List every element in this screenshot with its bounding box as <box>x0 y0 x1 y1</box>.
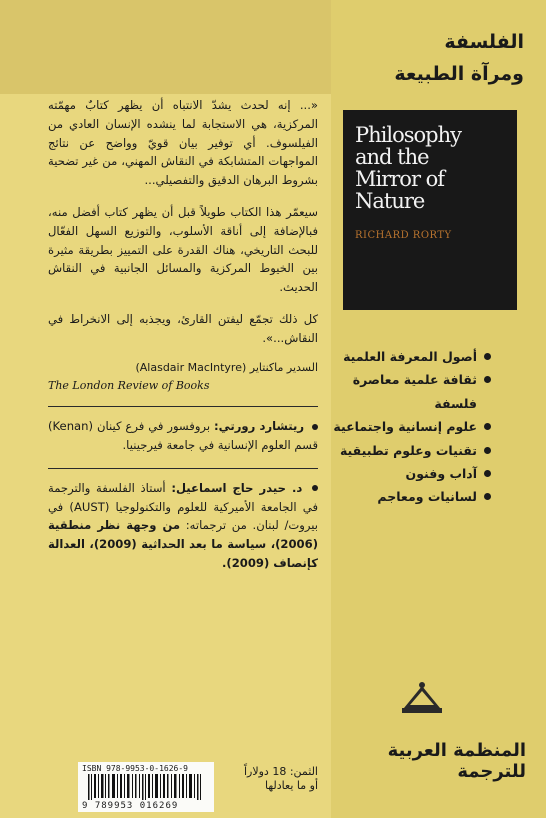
bullet-icon <box>484 353 491 360</box>
subject-item: تقنيات وعلوم تطبيقية <box>321 439 491 462</box>
subject-item: فلسفة <box>434 395 477 411</box>
bullet-icon <box>312 424 318 430</box>
subject-list <box>321 345 491 509</box>
cover-title-line: Nature <box>355 189 425 213</box>
back-cover-text <box>48 96 318 586</box>
subject-item: لسانيات ومعاجم <box>321 485 491 508</box>
cover-title-line: Philosophy <box>355 123 461 147</box>
isbn-text: ISBN 978-9953-0-1626-9 <box>82 764 188 773</box>
cover-author: RICHARD RORTY <box>355 230 452 241</box>
translator-works: من وجهة نظر منطقية (2006)، سياسة ما بعد الحداثية (2009)، العدالة كإنصاف (2009). <box>48 518 318 570</box>
bullet-icon <box>484 470 491 477</box>
bullet-icon <box>484 423 491 430</box>
translator-bio-text: أستاذ الفلسفة والترجمة في الجامعة الأميركية للعلوم والتكنولوجيا (AUST) في بيروت/ لبنان. من ترجماته: <box>48 480 318 533</box>
barcode-digits: 9 789953 016269 <box>82 801 179 811</box>
bullet-icon <box>484 493 491 500</box>
author-bio-text: بروفسور في فرع كينان (Kenan) قسم العلوم الإنسانية في جامعة فيرجينيا. <box>48 419 318 452</box>
bullet-icon <box>484 447 491 454</box>
bullet-icon <box>312 485 318 491</box>
publisher-logo-icon <box>400 678 444 716</box>
blurb-paragraph: «... إنه لحدث يشدّ الانتباه أن يظهر كتابٌ مهمّته المركزية، هي الاستجابة لما ينشده الإنسان العادي من الفيلسوف. أي توفير بيان قويّ وواضح عن نتائج المواجهات المتشابكة في النقاش المهني، من غير تضحية بشروط البرهان الدقيق والتفصيلي... <box>48 98 318 188</box>
publisher-name: المنظمة العربية للترجمة <box>387 740 526 782</box>
translator-bio <box>48 479 318 573</box>
cover-thumbnail <box>343 110 517 310</box>
bullet-icon <box>484 376 491 383</box>
divider <box>48 468 318 469</box>
cover-title-line: Mirror of <box>355 167 445 191</box>
price <box>213 765 318 793</box>
book-title-line1: الفلسفة <box>444 31 524 53</box>
quote-source: السدير ماكنتاير (Alasdair MacIntyre) <box>135 360 318 374</box>
author-bio <box>48 417 318 455</box>
author-name: ريتشارد رورتي: <box>213 419 305 434</box>
barcode-bars-icon <box>88 774 204 800</box>
subject-item: آداب وفنون <box>321 462 491 485</box>
translator-name: د. حيدر حاج اسماعيل: <box>171 480 303 495</box>
quote-journal: The London Review of Books <box>48 379 210 393</box>
blurb-paragraph: سيعمّر هذا الكتاب طويلاً قبل أن يظهر كتاب أفضل منه، فبالإضافة إلى أناقة الأسلوب، والتوزيع السهل الفعّال للبحث التاريخي، هناك القدرة على التمييز بطريقة مثيرة بين الخيوط المركزية والمسائل الجانبية في النقاش الحديث. <box>48 204 318 295</box>
book-title <box>324 26 524 90</box>
blurb-paragraph: كل ذلك تجمّع ليفتن القارئ، ويجذبه إلى الانخراط في النقاش...». <box>48 311 318 345</box>
price-line: أو ما يعادلها <box>265 779 318 792</box>
cover-title-line: and the <box>355 145 429 169</box>
subject-item: أصول المعرفة العلمية <box>321 345 491 368</box>
cover-title <box>355 124 511 212</box>
book-title-line2: ومرآة الطبيعة <box>394 63 524 85</box>
price-line: الثمن: 18 دولاراً <box>243 765 318 778</box>
subject-item: ثقافة علمية معاصرة <box>321 368 491 391</box>
barcode <box>78 762 214 812</box>
divider <box>48 406 318 407</box>
subject-item: علوم إنسانية واجتماعية <box>321 415 491 438</box>
